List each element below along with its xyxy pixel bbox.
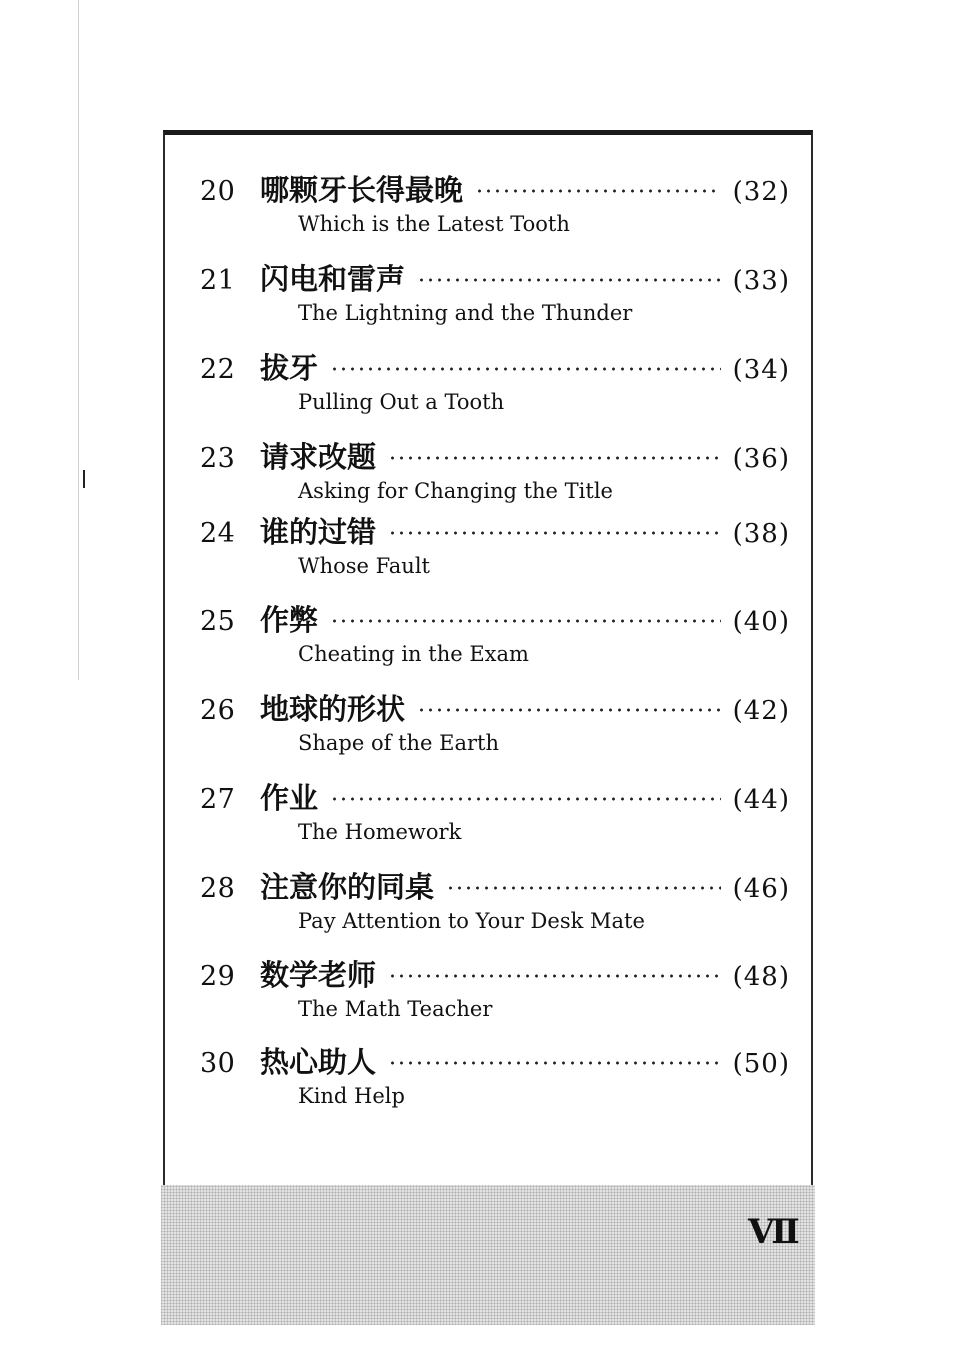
dot-leader [330, 797, 721, 801]
entry-title-zh: 数学老师 [260, 958, 377, 992]
page-number: Ⅶ [748, 1212, 797, 1252]
entry-title-zh: 作业 [260, 781, 319, 815]
toc-entry[interactable] [200, 346, 790, 426]
margin-mark [83, 470, 85, 488]
entry-title-en: Whose Fault [298, 554, 430, 578]
entry-title-zh: 注意你的同桌 [260, 870, 435, 904]
footer-band [161, 1185, 815, 1325]
entry-page: (50) [732, 1049, 790, 1079]
entry-title-zh: 谁的过错 [260, 515, 377, 549]
entry-title-zh: 闪电和雷声 [260, 262, 406, 296]
dot-leader [388, 1061, 721, 1065]
entry-number: 25 [200, 606, 236, 637]
entry-title-en: The Lightning and the Thunder [298, 301, 633, 325]
entry-page: (34) [732, 355, 790, 385]
dot-leader [330, 367, 721, 371]
toc-entry[interactable] [200, 435, 790, 515]
toc-entry[interactable] [200, 510, 790, 590]
entry-number: 28 [200, 873, 236, 904]
entry-title-en: Which is the Latest Tooth [298, 212, 570, 236]
entry-number: 24 [200, 518, 236, 549]
entry-page: (48) [732, 962, 790, 992]
toc-entry[interactable] [200, 953, 790, 1033]
entry-page: (32) [732, 177, 790, 207]
dot-leader [417, 708, 721, 712]
entry-title-zh: 地球的形状 [260, 692, 406, 726]
dot-leader [388, 531, 721, 535]
toc-entry[interactable] [200, 598, 790, 678]
entry-number: 27 [200, 784, 236, 815]
entry-title-zh: 拔牙 [260, 351, 319, 385]
entry-title-en: The Homework [298, 820, 462, 844]
dot-leader [417, 278, 721, 282]
entry-number: 21 [200, 265, 236, 296]
entry-title-zh: 请求改题 [260, 440, 377, 474]
entry-title-en: Asking for Changing the Title [298, 479, 613, 503]
entry-page: (40) [732, 607, 790, 637]
entry-number: 26 [200, 695, 236, 726]
entry-number: 22 [200, 354, 236, 385]
entry-title-zh: 热心助人 [260, 1045, 377, 1079]
dot-leader [446, 886, 721, 890]
entry-number: 30 [200, 1048, 236, 1079]
entry-number: 23 [200, 443, 236, 474]
entry-number: 29 [200, 961, 236, 992]
entry-page: (38) [732, 519, 790, 549]
entry-title-zh: 哪颗牙长得最晚 [260, 173, 464, 207]
entry-title-zh: 作弊 [260, 603, 319, 637]
entry-title-en: Cheating in the Exam [298, 642, 529, 666]
margin-line [78, 0, 79, 680]
entry-page: (42) [732, 696, 790, 726]
toc-entry[interactable] [200, 865, 790, 945]
entry-title-en: Kind Help [298, 1084, 405, 1108]
entry-page: (33) [732, 266, 790, 296]
entry-page: (46) [732, 874, 790, 904]
dot-leader [330, 619, 721, 623]
entry-title-en: Shape of the Earth [298, 731, 499, 755]
entry-page: (44) [732, 785, 790, 815]
entry-number: 20 [200, 176, 236, 207]
dot-leader [388, 974, 721, 978]
toc-entry[interactable] [200, 1040, 790, 1120]
entry-title-en: The Math Teacher [298, 997, 493, 1021]
dot-leader [475, 189, 721, 193]
toc-entry[interactable] [200, 257, 790, 337]
entry-page: (36) [732, 444, 790, 474]
toc-entry[interactable] [200, 776, 790, 856]
toc-entry[interactable] [200, 168, 790, 248]
entry-title-en: Pulling Out a Tooth [298, 390, 505, 414]
toc-entry[interactable] [200, 687, 790, 767]
dot-leader [388, 456, 721, 460]
entry-title-en: Pay Attention to Your Desk Mate [298, 909, 645, 933]
